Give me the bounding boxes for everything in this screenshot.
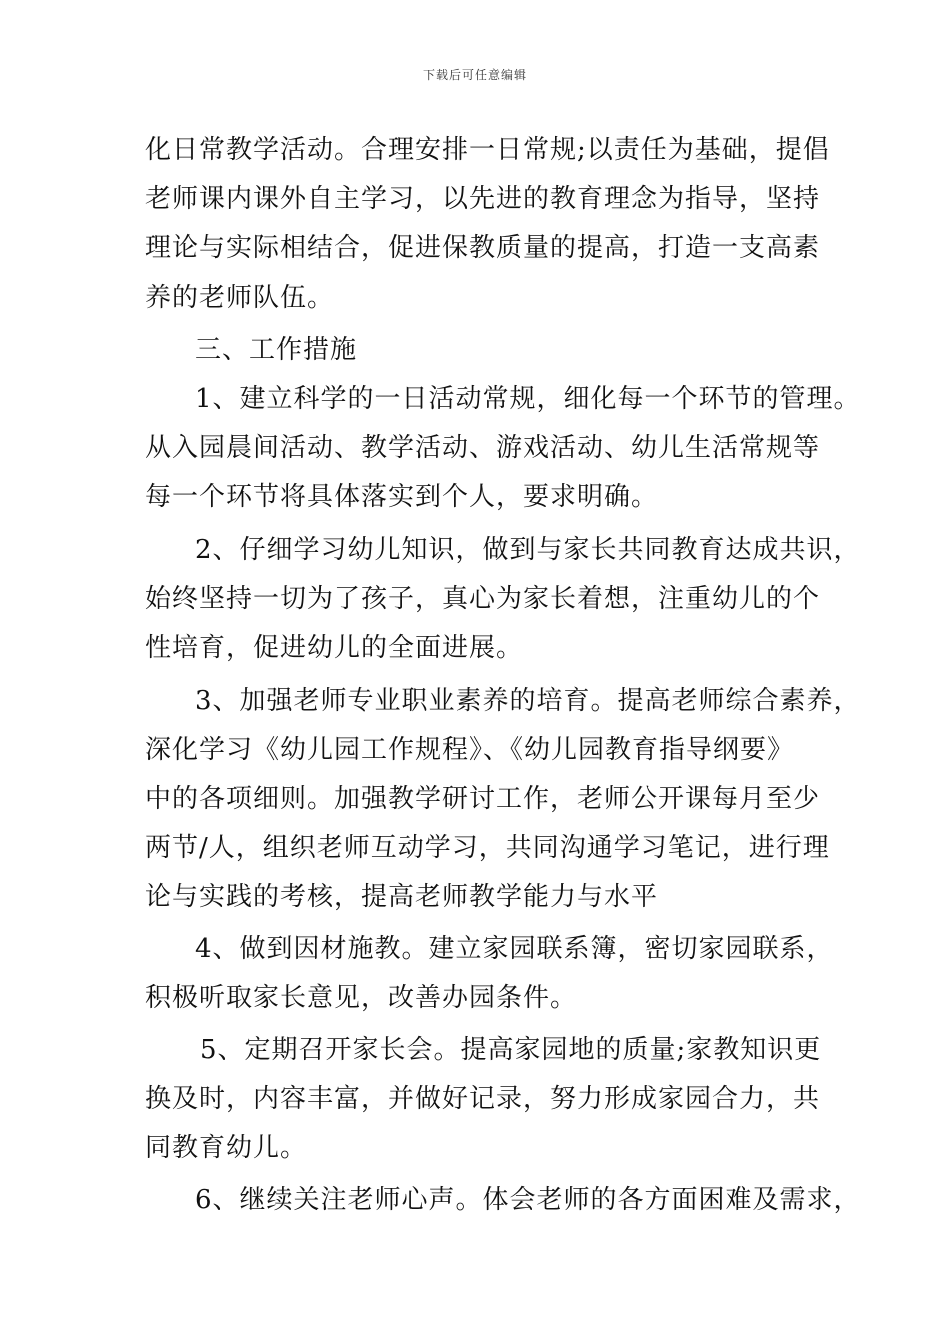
paragraph-line: 5、定期召开家长会。提高家园地的质量;家教知识更 [200, 1035, 822, 1065]
paragraph-line: 2、仔细学习幼儿知识，做到与家长共同教育达成共识， [195, 535, 861, 565]
paragraph-line: 理论与实际相结合，促进保教质量的提高，打造一支高素 [145, 233, 821, 263]
paragraph-line: 始终坚持一切为了孩子，真心为家长着想，注重幼儿的个 [145, 584, 821, 614]
paragraph-line: 每一个环节将具体落实到个人，要求明确。 [145, 482, 659, 512]
paragraph-line: 论与实践的考核，提高老师教学能力与水平 [145, 882, 659, 912]
paragraph-line: 深化学习《幼儿园工作规程》、《幼儿园教育指导纲要》 [145, 735, 795, 765]
paragraph-line: 换及时，内容丰富，并做好记录，努力形成家园合力，共 [145, 1084, 821, 1114]
paragraph-line: 4、做到因材施教。建立家园联系簿，密切家园联系， [195, 934, 834, 964]
download-note: 下载后可任意编辑 [422, 68, 527, 82]
paragraph-line: 从入园晨间活动、教学活动、游戏活动、幼儿生活常规等 [145, 433, 821, 463]
section-heading: 三、工作措施 [195, 335, 358, 365]
paragraph-line: 3、加强老师专业职业素养的培育。提高老师综合素养， [195, 686, 861, 716]
paragraph-line: 中的各项细则。加强教学研讨工作，老师公开课每月至少 [145, 784, 821, 814]
paragraph-line: 6、继续关注老师心声。体会老师的各方面困难及需求， [195, 1185, 861, 1215]
paragraph-line: 性培育，促进幼儿的全面进展。 [145, 633, 524, 663]
paragraph-line: 养的老师队伍。 [145, 283, 335, 313]
paragraph-line: 同教育幼儿。 [145, 1133, 308, 1163]
paragraph-line: 积极听取家长意见，改善办园条件。 [145, 983, 578, 1013]
paragraph-line: 化日常教学活动。合理安排一日常规;以责任为基础，提倡 [145, 135, 830, 165]
paragraph-line: 1、建立科学的一日活动常规，细化每一个环节的管理。 [195, 384, 861, 414]
paragraph-line: 两节/人，组织老师互动学习，共同沟通学习笔记，进行理 [145, 833, 830, 863]
paragraph-line: 老师课内课外自主学习，以先进的教育理念为指导，坚持 [145, 184, 821, 214]
